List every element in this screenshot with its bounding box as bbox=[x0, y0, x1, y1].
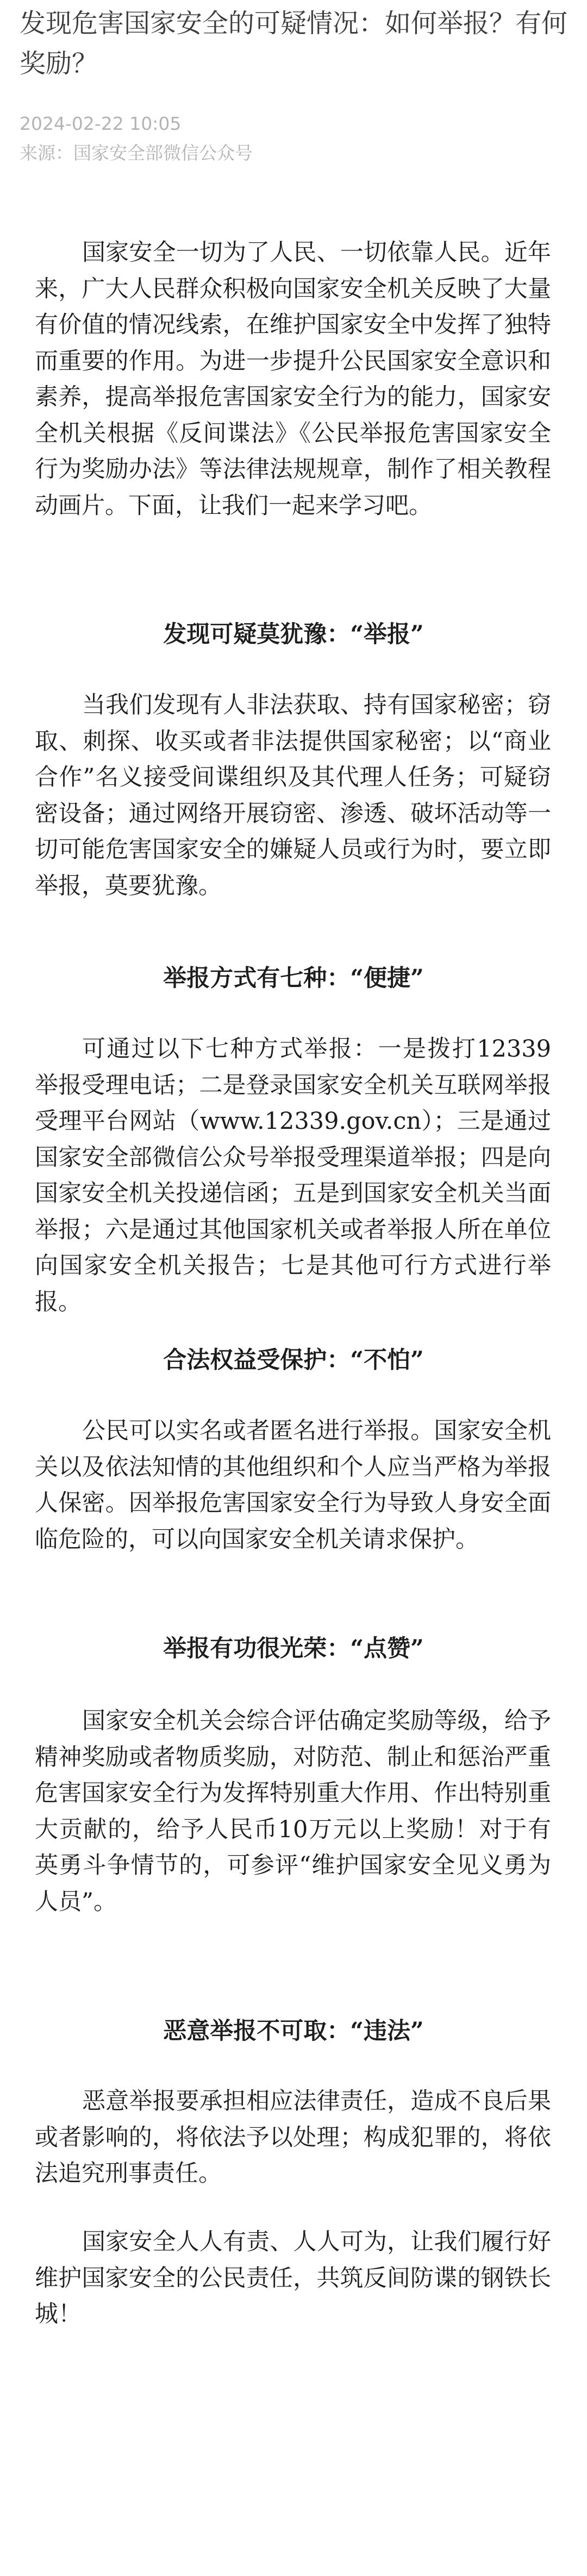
section-body-protection: 公民可以实名或者匿名进行举报。国家安全机关以及依法知情的其他组织和个人应当严格为举报人保密。因举报危害国家安全行为导致人身安全面临危险的，可以向国家安全机关请求保护。 bbox=[35, 1417, 551, 1553]
intro-paragraph: 国家安全一切为了人民、一切依靠人民。近年来，广大人民群众积极向国家安全机关反映了大量有价值的情况线索，在维护国家安全中发挥了独特而重要的作用。为进一步提升公民国家安全意识和素养，提高举报危害国家安全行为的能力，国家安全机关根据《反间谍法》《公民举报危害国家安全行为奖励办法》等法律法规规章，制作了相关教程动画片。下面，让我们一起来学习吧。 bbox=[35, 239, 551, 519]
closing-paragraph: 国家安全人人有责、人人可为，让我们履行好维护国家安全的公民责任，共筑反间防谍的钢铁长城！ bbox=[35, 2228, 551, 2328]
section-heading-reward: 举报有功很光荣：“点赞” bbox=[163, 1635, 424, 1662]
section-body-report: 当我们发现有人非法获取、持有国家秘密；窃取、刺探、收买或者非法提供国家秘密；以“商业合作”名义接受间谍组织及其代理人任务；可疑窃密设备；通过网络开展窃密、渗透、破坏活动等一切可能危害国家安全的嫌疑人员或行为时，要立即举报，莫要犹豫。 bbox=[35, 692, 551, 900]
section-heading-report: 发现可疑莫犹豫：“举报” bbox=[163, 621, 424, 648]
article-title: 发现危害国家安全的可疑情况：如何举报？有何奖励？ bbox=[20, 8, 568, 79]
section-body-reward: 国家安全机关会综合评估确定奖励等级，给予精神奖励或者物质奖励，对防范、制止和惩治严重危害国家安全行为发挥特别重大作用、作出特别重大贡献的，给予人民币10万元以上奖励！对于有英勇斗争情节的，可参评“维护国家安全见义勇为人员”。 bbox=[35, 1707, 551, 1915]
section-body-methods: 可通过以下七种方式举报：一是拨打12339举报受理电话；二是登录国家安全机关互联网举报受理平台网站（www.12339.gov.cn）；三是通过国家安全部微信公众号举报受理渠道举报；四是向国家安全机关投递信函；五是到国家安全机关当面举报；六是通过其他国家机关或者举报人所在单位向国家安全机关报告；七是其他可行方式进行举报。 bbox=[35, 1035, 551, 1316]
section-heading-protection: 合法权益受保护：“不怕” bbox=[163, 1347, 424, 1374]
article-source: 来源：国家安全部微信公众号 bbox=[20, 142, 253, 164]
section-body-illegal: 恶意举报要承担相应法律责任，造成不良后果或者影响的，将依法予以处理；构成犯罪的，将依法追究刑事责任。 bbox=[35, 2088, 551, 2187]
section-heading-methods: 举报方式有七种：“便捷” bbox=[163, 965, 424, 992]
publish-date: 2024-02-22 10:05 bbox=[20, 113, 182, 134]
section-heading-illegal: 恶意举报不可取：“违法” bbox=[163, 2018, 424, 2045]
